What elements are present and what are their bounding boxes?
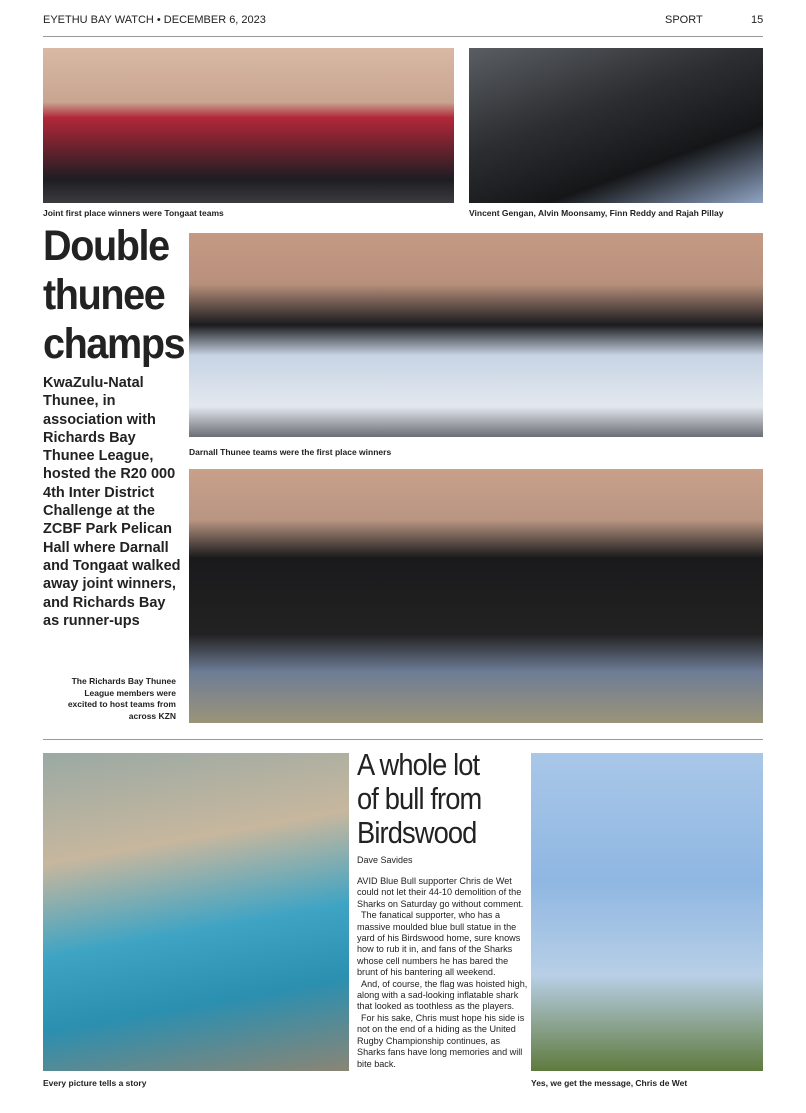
photo-blue-bull — [43, 753, 349, 1071]
section-divider — [43, 739, 763, 740]
side-caption: The Richards Bay Thunee League members were excited to host teams from across KZN — [67, 676, 176, 721]
caption-players: Vincent Gengan, Alvin Moonsamy, Finn Reddy and Rajah Pillay — [469, 208, 724, 218]
page-number: 15 — [751, 14, 764, 26]
photo-richards-bay-league — [189, 469, 763, 723]
caption-tongaat: Joint first place winners were Tongaat teams — [43, 208, 224, 218]
publication-date: EYETHU BAY WATCH • DECEMBER 6, 2023 — [43, 14, 266, 26]
byline: Dave Savides — [357, 855, 413, 865]
photo-players-table — [469, 48, 763, 203]
paragraph: For his sake, Chris must hope his side is not on the end of a hiding as the United Rugby Championship continues, as Sharks fans have long memories and will bite back. — [357, 1012, 525, 1069]
caption-shark-flag: Yes, we get the message, Chris de Wet — [531, 1078, 688, 1088]
caption-blue-bull: Every picture tells a story — [43, 1078, 147, 1088]
intro-text: KwaZulu-Natal Thunee, in association with Richards Bay Thunee League, hosted the R20 000 4th Inter District Challenge at the ZCBF Park Pelican Hall where Darnall and Tongaat walked away joint winners, and Richards Bay as runner-ups — [43, 375, 181, 629]
header-rule — [43, 36, 763, 37]
section-label: SPORT — [665, 14, 703, 26]
headline-double-thunee: Double thunee champs — [43, 222, 185, 368]
headline-bull: A whole lot of bull from Birdswood — [357, 747, 482, 850]
article-body — [357, 876, 529, 1070]
paragraph: AVID Blue Bull supporter Chris de Wet could not let their 44-10 demolition of the Sharks on Saturday go without comment. — [357, 876, 524, 909]
paragraph: The fanatical supporter, who has a massive moulded blue bull statue in the yard of his Birdswood home, sure knows how to rub it in, and fans of the Sharks whose cell numbers he has bared the brunt of his bantering all weekend. — [357, 910, 521, 978]
photo-tongaat-teams — [43, 48, 454, 203]
paragraph: And, of course, the flag was hoisted high, along with a sad-looking inflatable shark that looked as toothless as the players. — [357, 978, 528, 1012]
photo-darnall-teams — [189, 233, 763, 437]
caption-darnall: Darnall Thunee teams were the first place winners — [189, 447, 392, 457]
photo-shark-flag — [531, 753, 763, 1071]
